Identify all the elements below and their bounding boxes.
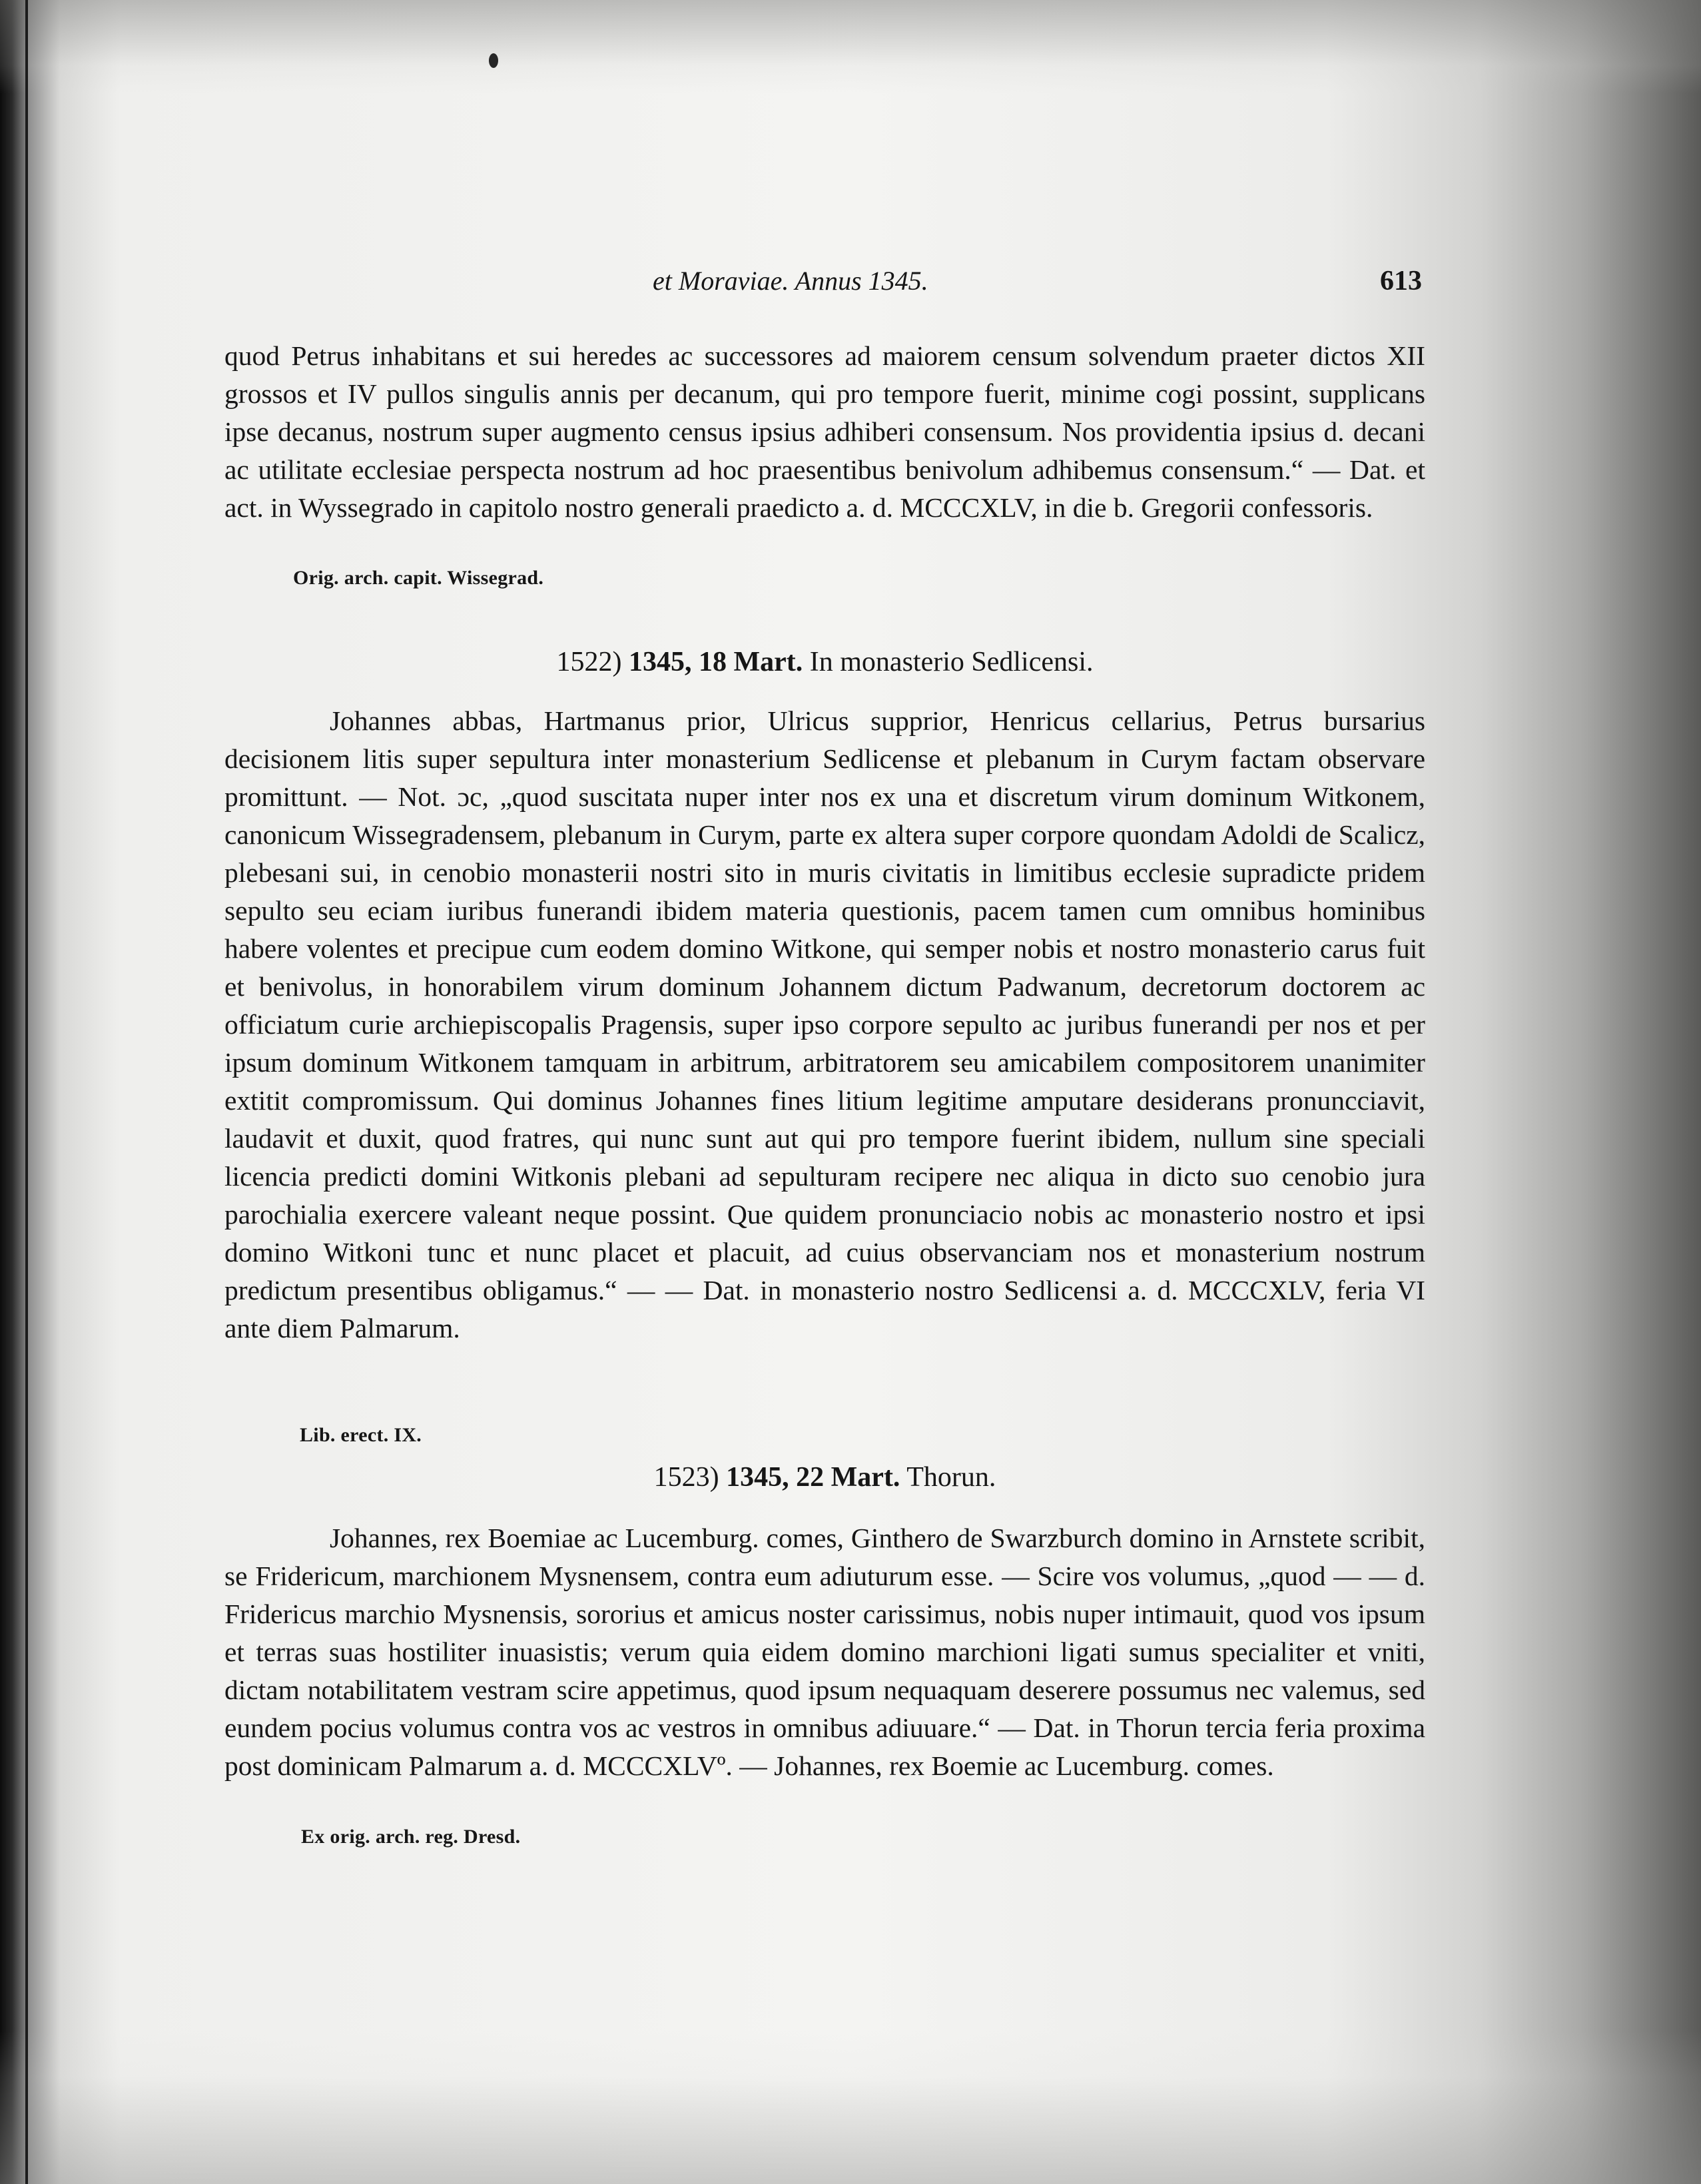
document-body-1523 [224,1519,1425,1785]
running-head-title: et Moraviae. Annus 1345. [653,266,928,296]
document-heading-1522 [224,646,1425,678]
continuation-source-note: Orig. arch. capit. Wissegrad. [293,567,544,589]
document-number: 1523) [653,1462,719,1493]
ink-speck-decoration [489,53,498,68]
running-head [223,265,1422,302]
continuation-text: quod Petrus inhabitans et sui heredes ac successores ad maiorem censum solvendum praeter dictos XII grossos et IV pullos singulis annis per decanum, qui pro tempore fuerit, minime cogi possint, supplicans ipse decanus, nostrum super augmento census ipsius adhiberi consensum. Nos providentia ipsius d. decani ac utilitate ecclesiae perspecta nostrum ad hoc praesentibus benivolum adhibemus consensum.“ — Dat. et act. in Wyssegrado in capitolo nostro generali praedicto a. d. MCCCXLV, in die b. Gregorii confessoris. [224,340,1425,523]
document-body-1522 [224,702,1425,1347]
page-number: 613 [1380,266,1422,296]
document-place: In monasterio Sedlicensi. [809,647,1094,677]
page-top-shadow [0,0,1701,93]
document-number: 1522) [556,647,622,677]
document-source-note-1522: Lib. erect. IX. [300,1424,422,1446]
document-source-note-1523: Ex orig. arch. reg. Dresd. [301,1826,521,1848]
book-spine-edge [25,0,28,2184]
document-place: Thorun. [906,1462,996,1493]
document-date: 1345, 18 Mart. [628,647,803,677]
document-body-text: Johannes, rex Boemiae ac Lucemburg. comes, Ginthero de Swarzburch domino in Arnstete scribit, se Fridericum, marchionem Mysnensem, contra eum adiuturum esse. — Scire vos volumus, „quod — — d. Fridericus marchio Mysnensis, sororius et amicus noster carissimus, nobis nuper intimauit, quod vos ipsum et terras suas hostiliter inuasistis; verum quia eidem domino marchioni ligati sumus specialiter et vniti, dictam notabilitatem vestram scire appetimus, quod ipsum nequaquam deserere possumus nec valemus, sed eundem pocius volumus contra vos ac vestros in omnibus adiuuare.“ — Dat. in Thorun tercia feria proxima post dominicam Palmarum a. d. MCCCXLVº. — Johannes, rex Boemie ac Lucemburg. comes. [224,1523,1425,1781]
document-date: 1345, 22 Mart. [726,1462,900,1493]
page-bottom-shadow [0,2031,1701,2184]
document-body-text: Johannes abbas, Hartmanus prior, Ulricus supprior, Henricus cellarius, Petrus bursarius decisionem litis super sepultura inter monasterium Sedlicense et plebanum in Curym factam observare promittunt. — Not. ɔc, „quod suscitata nuper inter nos ex una et discretum virum dominum Witkonem, canonicum Wissegradensem, plebanum in Curym, parte ex altera super corpore quondam Adoldi de Scalicz, plebesani sui, in cenobio monasterii nostri sito in muris civitatis in limitibus ecclesie supradicte pridem sepulto seu eciam iuribus funerandi ibidem materia questionis, pacem tamen cum omnibus hominibus habere volentes et precipue cum eodem domino Witkone, qui semper nobis et nostro monasterio carus fuit et benivolus, in honorabilem virum dominum Johannem dictum Padwanum, decretorum doctorem ac officiatum curie archiepiscopalis Pragensis, super ipso corpore sepulto ac juribus funerandi per nos et per ipsum dominum Witkonem tamquam in arbitrum, arbitratorem seu amicabilem compositorem unanimiter extitit compromissum. Qui dominus Johannes fines litium legitime amputare desiderans pronuncciavit, laudavit et duxit, quod fratres, qui nunc sunt aut qui pro tempore fuerint ibidem, nullum sine speciali licencia predicti domini Witkonis plebani ad sepulturam recipere nec aliqua in dicto suo cenobio jura parochialia exercere valeant neque possint. Que quidem pronunciacio nobis ac monasterio nostro et ipsi domino Witkoni tunc et nunc placet et placuit, ad cuius observanciam nos et monasterium nostrum predictum presentibus obligamus.“ — — Dat. in monasterio nostro Sedlicensi a. d. MCCCXLV, feria VI ante diem Palmarum. [224,705,1425,1343]
continuation-paragraph [224,337,1425,527]
document-heading-1523 [224,1461,1425,1493]
